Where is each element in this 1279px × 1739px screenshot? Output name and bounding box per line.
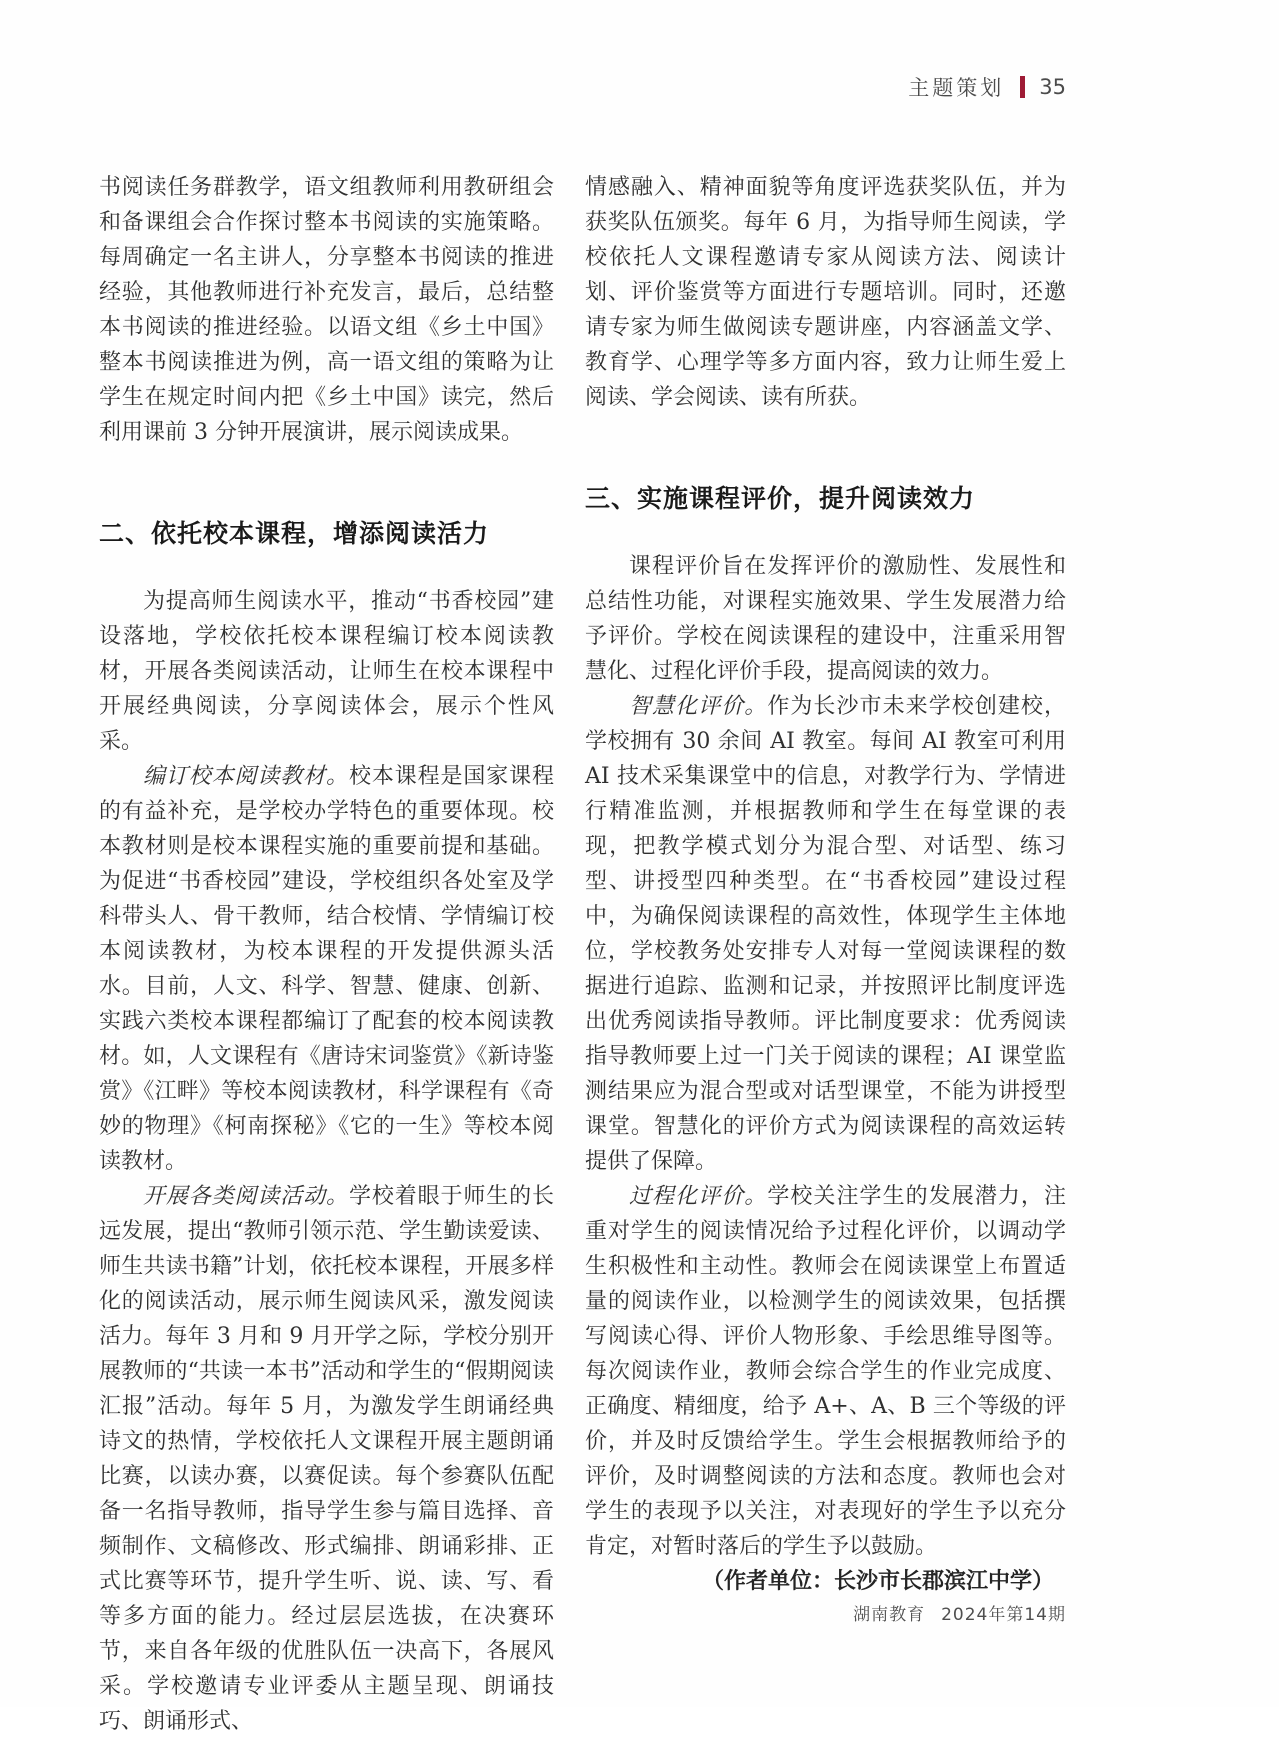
red-bar-divider [1020, 76, 1025, 98]
section-heading-3: 三、实施课程评价，提升阅读效力 [585, 484, 976, 513]
paragraph-text: 学校着眼于师生的长远发展，提出“教师引领示范、学生勤读爱读、师生共读书籍”计划，依托校本课程，开展多样化的阅读活动，展示师生阅读风采，激发阅读活力。每年 3 月和 9 月开学之际，学校分别开展教师的“共读一本书”活动和学生的“假期阅读汇报”活动。每年 5 月，为激发学生朗诵经典诗文的热情，学校依托人文课程开展主题朗诵比赛，以读办赛，以赛促读。每个参赛队伍配备一名指导教师，指导学生参与篇目选择、音频制作、文稿修改、形式编排、朗诵彩排、正式比赛等环节，提升学生听、说、读、写、看等多方面的能力。经过层层选拔，在决赛环节，来自各年级的优胜队伍一决高下，各展风采。学校邀请专业评委从主题呈现、朗诵技巧、朗诵形式、 [99, 1184, 554, 1734]
paragraph: 为提高师生阅读水平，推动“书香校园”建设落地，学校依托校本课程编订校本阅读教材，开展各类阅读活动，让师生在校本课程中开展经典阅读，分享阅读体会，展示个性风采。 [99, 589, 554, 754]
paragraph-lead: 过程化评价。 [629, 1184, 768, 1209]
paragraph-text: 校本课程是国家课程的有益补充，是学校办学特色的重要体现。校本教材则是校本课程实施的重要前提和基础。为促进“书香校园”建设，学校组织各处室及学科带头人、骨干教师，结合校情、学情编订校本阅读教材，为校本课程的开发提供源头活水。目前，人文、科学、智慧、健康、创新、实践六类校本课程都编订了配套的校本阅读教材。如，人文课程有《唐诗宋词鉴赏》《新诗鉴赏》《江畔》等校本阅读教材，科学课程有《奇妙的物理》《柯南探秘》《它的一生》等校本阅读教材。 [99, 764, 554, 1174]
left-column [99, 170, 554, 1739]
right-column [585, 170, 1066, 1739]
paragraph: 课程评价旨在发挥评价的激励性、发展性和总结性功能，对课程实施效果、学生发展潜力给予评价。学校在阅读课程的建设中，注重采用智慧化、过程化评价手段，提高阅读的效力。 [585, 554, 1066, 684]
paragraph [99, 759, 554, 1179]
page-footer [853, 1600, 1066, 1625]
paragraph [585, 1179, 1066, 1564]
paragraph-lead: 开展各类阅读活动。 [143, 1184, 349, 1209]
paragraph-lead: 编订校本阅读教材。 [143, 764, 349, 789]
continuation-paragraph: 情感融入、精神面貌等角度评选获奖队伍，并为获奖队伍颁奖。每年 6 月，为指导师生阅读，学校依托人文课程邀请专家从阅读方法、阅读计划、评价鉴赏等方面进行专题培训。同时，还邀请专家为师生做阅读专题讲座，内容涵盖文学、教育学、心理学等多方面内容，致力让师生爱上阅读、学会阅读、读有所获。 [585, 175, 1066, 410]
continuation-paragraph: 书阅读任务群教学，语文组教师利用教研组会和备课组会合作探讨整本书阅读的实施策略。每周确定一名主讲人，分享整本书阅读的推进经验，其他教师进行补充发言，最后，总结整本书阅读的推进经验。以语文组《乡土中国》整本书阅读推进为例，高一语文组的策略为让学生在规定时间内把《乡土中国》读完，然后利用课前 3 分钟开展演讲，展示阅读成果。 [99, 175, 554, 445]
paragraph-lead: 智慧化评价。 [629, 694, 768, 719]
paragraph-text: 作为长沙市未来学校创建校，学校拥有 30 余间 AI 教室。每间 AI 教室可利用 AI 技术采集课堂中的信息，对教学行为、学情进行精准监测，并根据教师和学生在每堂课的表现，把教学模式划分为混合型、对话型、练习型、讲授型四种类型。在“书香校园”建设过程中，为确保阅读课程的高效性，体现学生主体地位，学校教务处安排专人对每一堂阅读课程的数据进行追踪、监测和记录，并按照评比制度评选出优秀阅读指导教师。评比制度要求：优秀阅读指导教师要上过一门关于阅读的课程；AI 课堂监测结果应为混合型或对话型课堂，不能为讲授型课堂。智慧化的评价方式为阅读课程的高效运转提供了保障。 [585, 694, 1066, 1174]
section-label: 主题策划 [908, 76, 1005, 100]
page-number: 35 [1039, 75, 1066, 99]
paragraph [99, 1179, 554, 1739]
issue-number: 2024年第14期 [941, 1605, 1066, 1625]
paragraph [585, 689, 1066, 1179]
page-header [908, 72, 1066, 102]
article-body [99, 170, 1066, 1739]
author-affiliation: （作者单位：长沙市长郡滨江中学） [701, 1568, 1054, 1594]
section-heading-2: 二、依托校本课程，增添阅读活力 [99, 519, 490, 548]
journal-name: 湖南教育 [853, 1605, 926, 1625]
paragraph-text: 学校关注学生的发展潜力，注重对学生的阅读情况给予过程化评价，以调动学生积极性和主动性。教师会在阅读课堂上布置适量的阅读作业，以检测学生的阅读效果，包括撰写阅读心得、评价人物形象、手绘思维导图等。每次阅读作业，教师会综合学生的作业完成度、正确度、精细度，给予 A+、A、B 三个等级的评价，并及时反馈给学生。学生会根据教师给予的评价，及时调整阅读的方法和态度。教师也会对学生的表现予以关注，对表现好的学生予以充分肯定，对暂时落后的学生予以鼓励。 [585, 1184, 1066, 1559]
